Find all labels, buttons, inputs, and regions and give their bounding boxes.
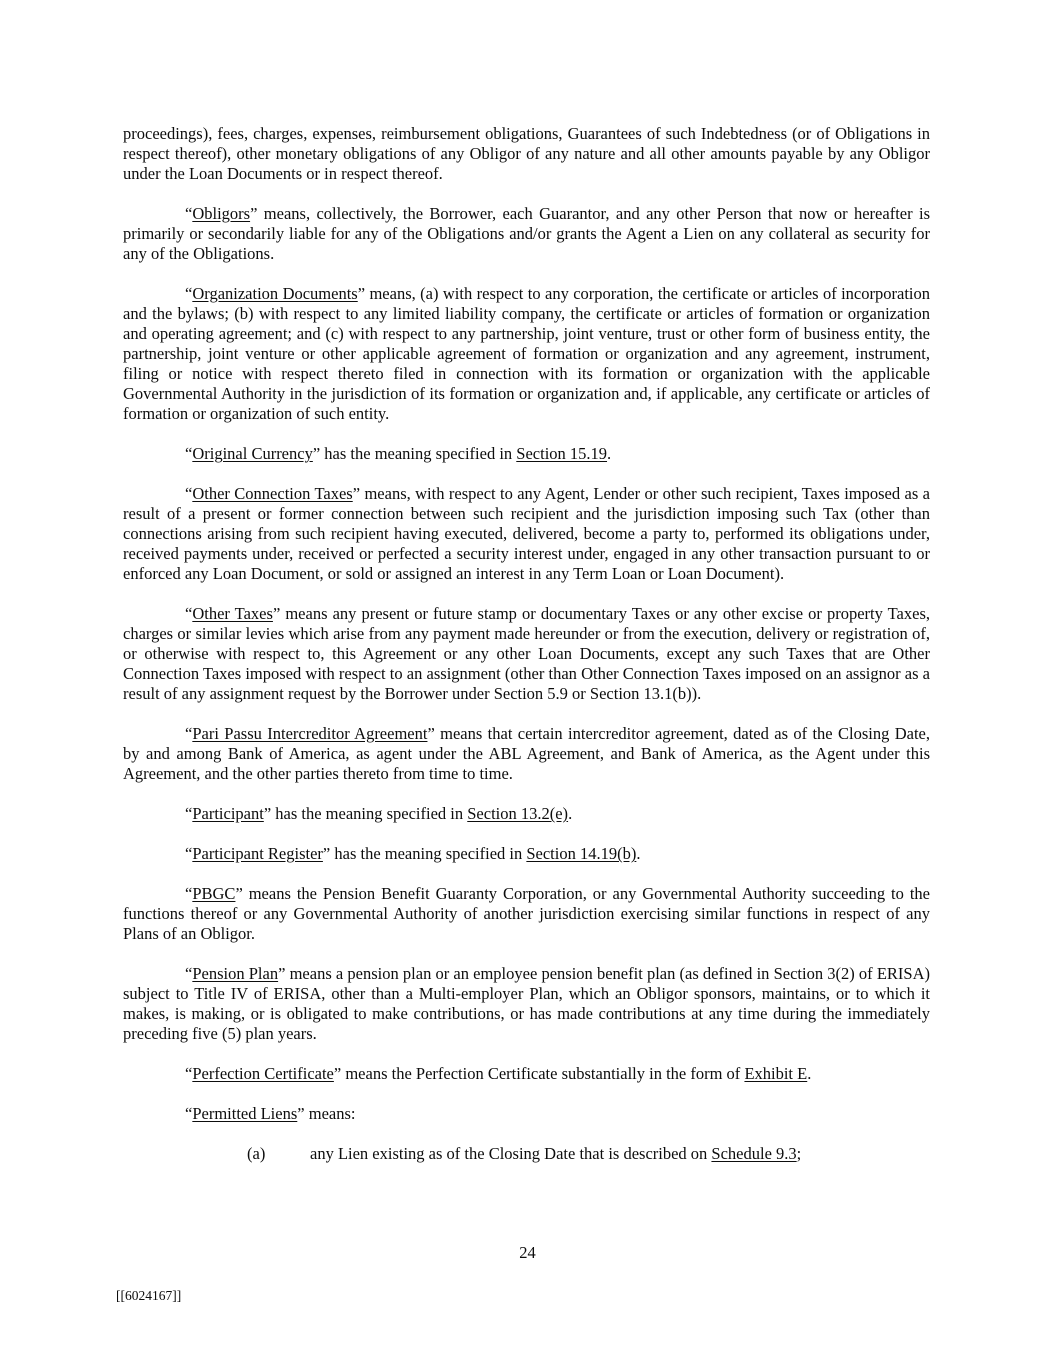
paragraph-definition-pbgc <box>123 884 930 944</box>
exhibit-reference: Exhibit E <box>744 1064 808 1083</box>
paragraph-text: “ <box>185 284 193 303</box>
paragraph-text: ” has the meaning specified in <box>312 444 517 463</box>
paragraph-text: ” means: <box>297 1104 356 1123</box>
section-reference: Section 14.19(b) <box>526 844 637 863</box>
paragraph-text: “ <box>185 804 193 823</box>
paragraph-definition-obligors <box>123 204 930 264</box>
paragraph-text: ” has the meaning specified in <box>322 844 527 863</box>
paragraph-text: . <box>807 1064 812 1083</box>
paragraph-text: ” means, collectively, the Borrower, each Guarantor, and any other Person that now or hereafter is primarily or secondarily liable for any of the Obligations and/or grants the Agent a Lien on any collateral as security for any of the Obligations. <box>123 204 930 263</box>
paragraph-text: ” means any present or future stamp or documentary Taxes or any other excise or property Taxes, charges or similar levies which arise from any payment made hereunder or from the execution, delivery or registration of, or otherwise with respect to, this Agreement or any other Loan Documents, except any such Taxes that are Other Connection Taxes imposed with respect to an assignment (other than Other Connection Taxes imposed on an assignor as a result of any assignment request by the Borrower under Section 5.9 or Section 13.1(b)). <box>123 604 930 703</box>
paragraph-definition-original-currency <box>123 444 930 464</box>
paragraph-text: “ <box>185 724 193 743</box>
paragraph-text: “ <box>185 484 193 503</box>
paragraph-text: “ <box>185 884 193 903</box>
paragraph-list-item-a <box>247 1144 930 1164</box>
paragraph-continuation <box>123 124 930 184</box>
paragraph-definition-pari-passu-intercreditor-agreement <box>123 724 930 784</box>
defined-term: Participant <box>192 804 264 823</box>
paragraph-text: “ <box>185 844 193 863</box>
paragraph-text: ” has the meaning specified in <box>263 804 468 823</box>
paragraph-text: “ <box>185 964 193 983</box>
paragraph-definition-permitted-liens <box>123 1104 930 1124</box>
defined-term: Participant Register <box>192 844 323 863</box>
defined-term: PBGC <box>192 884 236 903</box>
paragraph-text: ” means the Perfection Certificate substantially in the form of <box>333 1064 745 1083</box>
paragraph-text: “ <box>185 1064 193 1083</box>
paragraph-definition-participant-register <box>123 844 930 864</box>
paragraph-definition-organization-documents <box>123 284 930 424</box>
paragraph-definition-other-taxes <box>123 604 930 704</box>
defined-term: Obligors <box>192 204 251 223</box>
paragraph-text: ” means, (a) with respect to any corporation, the certificate or articles of incorporation and the bylaws; (b) with respect to any limited liability company, the certificate or articles of formation or organization and operating agreement; and (c) with respect to any partnership, joint venture, trust or other form of business entity, the partnership, joint venture or other applicable agreement of formation or organization and any agreement, instrument, filing or notice with respect thereto filed in connection with its formation or organization with the applicable Governmental Authority in the jurisdiction of its formation or organization and, if applicable, any certificate or articles of formation or organization of such entity. <box>123 284 930 423</box>
paragraph-text: ” means the Pension Benefit Guaranty Corporation, or any Governmental Authority succeeding to the functions thereof or any Governmental Authority of another jurisdiction exercising similar functions in respect of any Plans of an Obligor. <box>123 884 930 943</box>
defined-term: Organization Documents <box>192 284 358 303</box>
section-reference: Section 15.19 <box>516 444 608 463</box>
defined-term: Other Connection Taxes <box>192 484 353 503</box>
paragraph-text: ” means a pension plan or an employee pension benefit plan (as defined in Section 3(2) of ERISA) subject to Title IV of ERISA, other than a Multi-employer Plan, which an Obligor sponsors, maintains, or to which it makes, is making, or is obligated to make contributions, or has made contributions at any time during the immediately preceding five (5) plan years. <box>123 964 930 1043</box>
paragraph-text: . <box>636 844 641 863</box>
defined-term: Other Taxes <box>192 604 273 623</box>
schedule-reference: Schedule 9.3 <box>711 1144 797 1163</box>
paragraph-definition-participant <box>123 804 930 824</box>
paragraph-text: “ <box>185 204 193 223</box>
page-number: 24 <box>519 1243 536 1262</box>
section-reference: Section 13.2(e) <box>467 804 569 823</box>
paragraph-text: . <box>568 804 573 823</box>
paragraph-text: ” means that certain intercreditor agreement, dated as of the Closing Date, by and among Bank of America, as agent under the ABL Agreement, and Bank of America, as the Agent under this Agreement, and the other parties thereto from time to time. <box>123 724 930 783</box>
defined-term: Pension Plan <box>192 964 279 983</box>
paragraph-text: . <box>607 444 612 463</box>
defined-term: Original Currency <box>192 444 313 463</box>
paragraph-definition-other-connection-taxes <box>123 484 930 584</box>
paragraph-text: ” means, with respect to any Agent, Lender or other such recipient, Taxes imposed as a result of a present or former connection between such recipient and the jurisdiction imposing such Tax (other than connections arising from such recipient having executed, delivered, become a party to, performed its obligations under, received payments under, received or perfected a security interest under, engaged in any other transaction pursuant to or enforced any Loan Document, or sold or assigned an interest in any Term Loan or Loan Document). <box>123 484 931 583</box>
document-id-stamp: [[6024167]] <box>116 1288 182 1303</box>
paragraph-text: “ <box>185 604 193 623</box>
paragraph-definition-pension-plan <box>123 964 930 1044</box>
paragraph-text: “ <box>185 444 193 463</box>
paragraph-text: “ <box>185 1104 193 1123</box>
paragraph-text: proceedings), fees, charges, expenses, reimbursement obligations, Guarantees of such Indebtedness (or of Obligations in respect thereof), other monetary obligations of any Obligor of any nature and all other amounts payable by any Obligor under the Loan Documents or in respect thereof. <box>123 124 930 183</box>
list-item-label: (a) <box>247 1144 266 1163</box>
defined-term: Perfection Certificate <box>192 1064 334 1083</box>
paragraph-text: ; <box>796 1144 802 1163</box>
paragraph-text: any Lien existing as of the Closing Date that is described on <box>310 1144 712 1163</box>
defined-term: Permitted Liens <box>192 1104 298 1123</box>
document-body <box>123 124 930 1184</box>
paragraph-definition-perfection-certificate <box>123 1064 930 1084</box>
defined-term: Pari Passu Intercreditor Agreement <box>192 724 428 743</box>
